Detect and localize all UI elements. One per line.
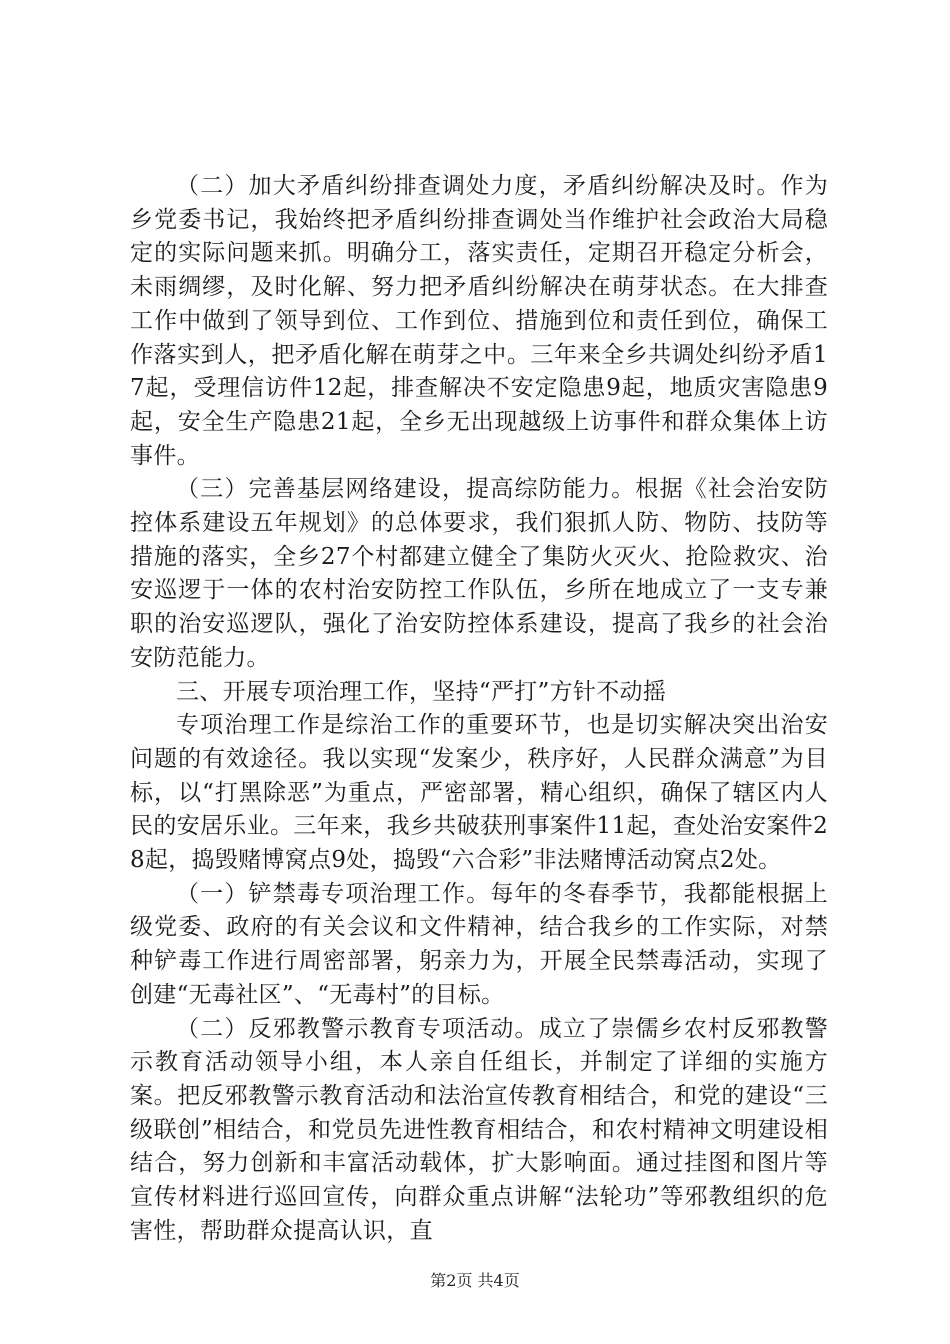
paragraph-grassroots-network: （三）完善基层网络建设，提高综防能力。根据《社会治安防控体系建设五年规划》的总体要求，我们狠抓人防、物防、技防等措施的落实，全乡27个村都建立健全了集防火灭火、抢险救灾、治安巡逻于一体的农村治安防控工作队伍，乡所在地成立了一支专兼职的治安巡逻队，强化了治安防控体系建设，提高了我乡的社会治安防范能力。 xyxy=(130,476,828,671)
document-body xyxy=(130,170,828,1249)
section-heading-special-governance: 三、开展专项治理工作，坚持“严打”方针不动摇 xyxy=(176,678,667,705)
paragraph-special-governance: 专项治理工作是综治工作的重要环节，也是切实解决突出治安问题的有效途径。我以实现“发案少，秩序好，人民群众满意”为目标，以“打黑除恶”为重点，严密部署，精心组织，确保了辖区内人民的安居乐业。三年来，我乡共破获刑事案件11起，查处治安案件28起，捣毁赌博窝点9处，捣毁“六合彩”非法赌博活动窝点2处。 xyxy=(130,712,828,874)
paragraph-anti-drug: （一）铲禁毒专项治理工作。每年的冬春季节，我都能根据上级党委、政府的有关会议和文件精神，结合我乡的工作实际，对禁种铲毒工作进行周密部署，躬亲力为，开展全民禁毒活动，实现了创建“无毒社区”、“无毒村”的目标。 xyxy=(130,880,828,1008)
paragraph-anti-cult: （二）反邪教警示教育专项活动。成立了崇儒乡农村反邪教警示教育活动领导小组，本人亲自任组长，并制定了详细的实施方案。把反邪教警示教育活动和法治宣传教育相结合，和党的建设“三级联创”相结合，和党员先进性教育相结合，和农村精神文明建设相结合，努力创新和丰富活动载体，扩大影响面。通过挂图和图片等宣传材料进行巡回宣传，向群众重点讲解“法轮功”等邪教组织的危害性，帮助群众提高认识，直 xyxy=(130,1015,828,1244)
paragraph-dispute-mediation: （二）加大矛盾纠纷排查调处力度，矛盾纠纷解决及时。作为乡党委书记，我始终把矛盾纠纷排查调处当作维护社会政治大局稳定的实际问题来抓。明确分工，落实责任，定期召开稳定分析会，未雨绸缪，及时化解、努力把矛盾纠纷解决在萌芽状态。在大排查工作中做到了领导到位、工作到位、措施到位和责任到位，确保工作落实到人，把矛盾化解在萌芽之中。三年来全乡共调处纠纷矛盾17起，受理信访件12起，排查解决不安定隐患9起，地质灾害隐患9起，安全生产隐患21起，全乡无出现越级上访事件和群众集体上访事件。 xyxy=(130,173,828,469)
page-number-footer: 第2页 共4页 xyxy=(430,1271,520,1290)
